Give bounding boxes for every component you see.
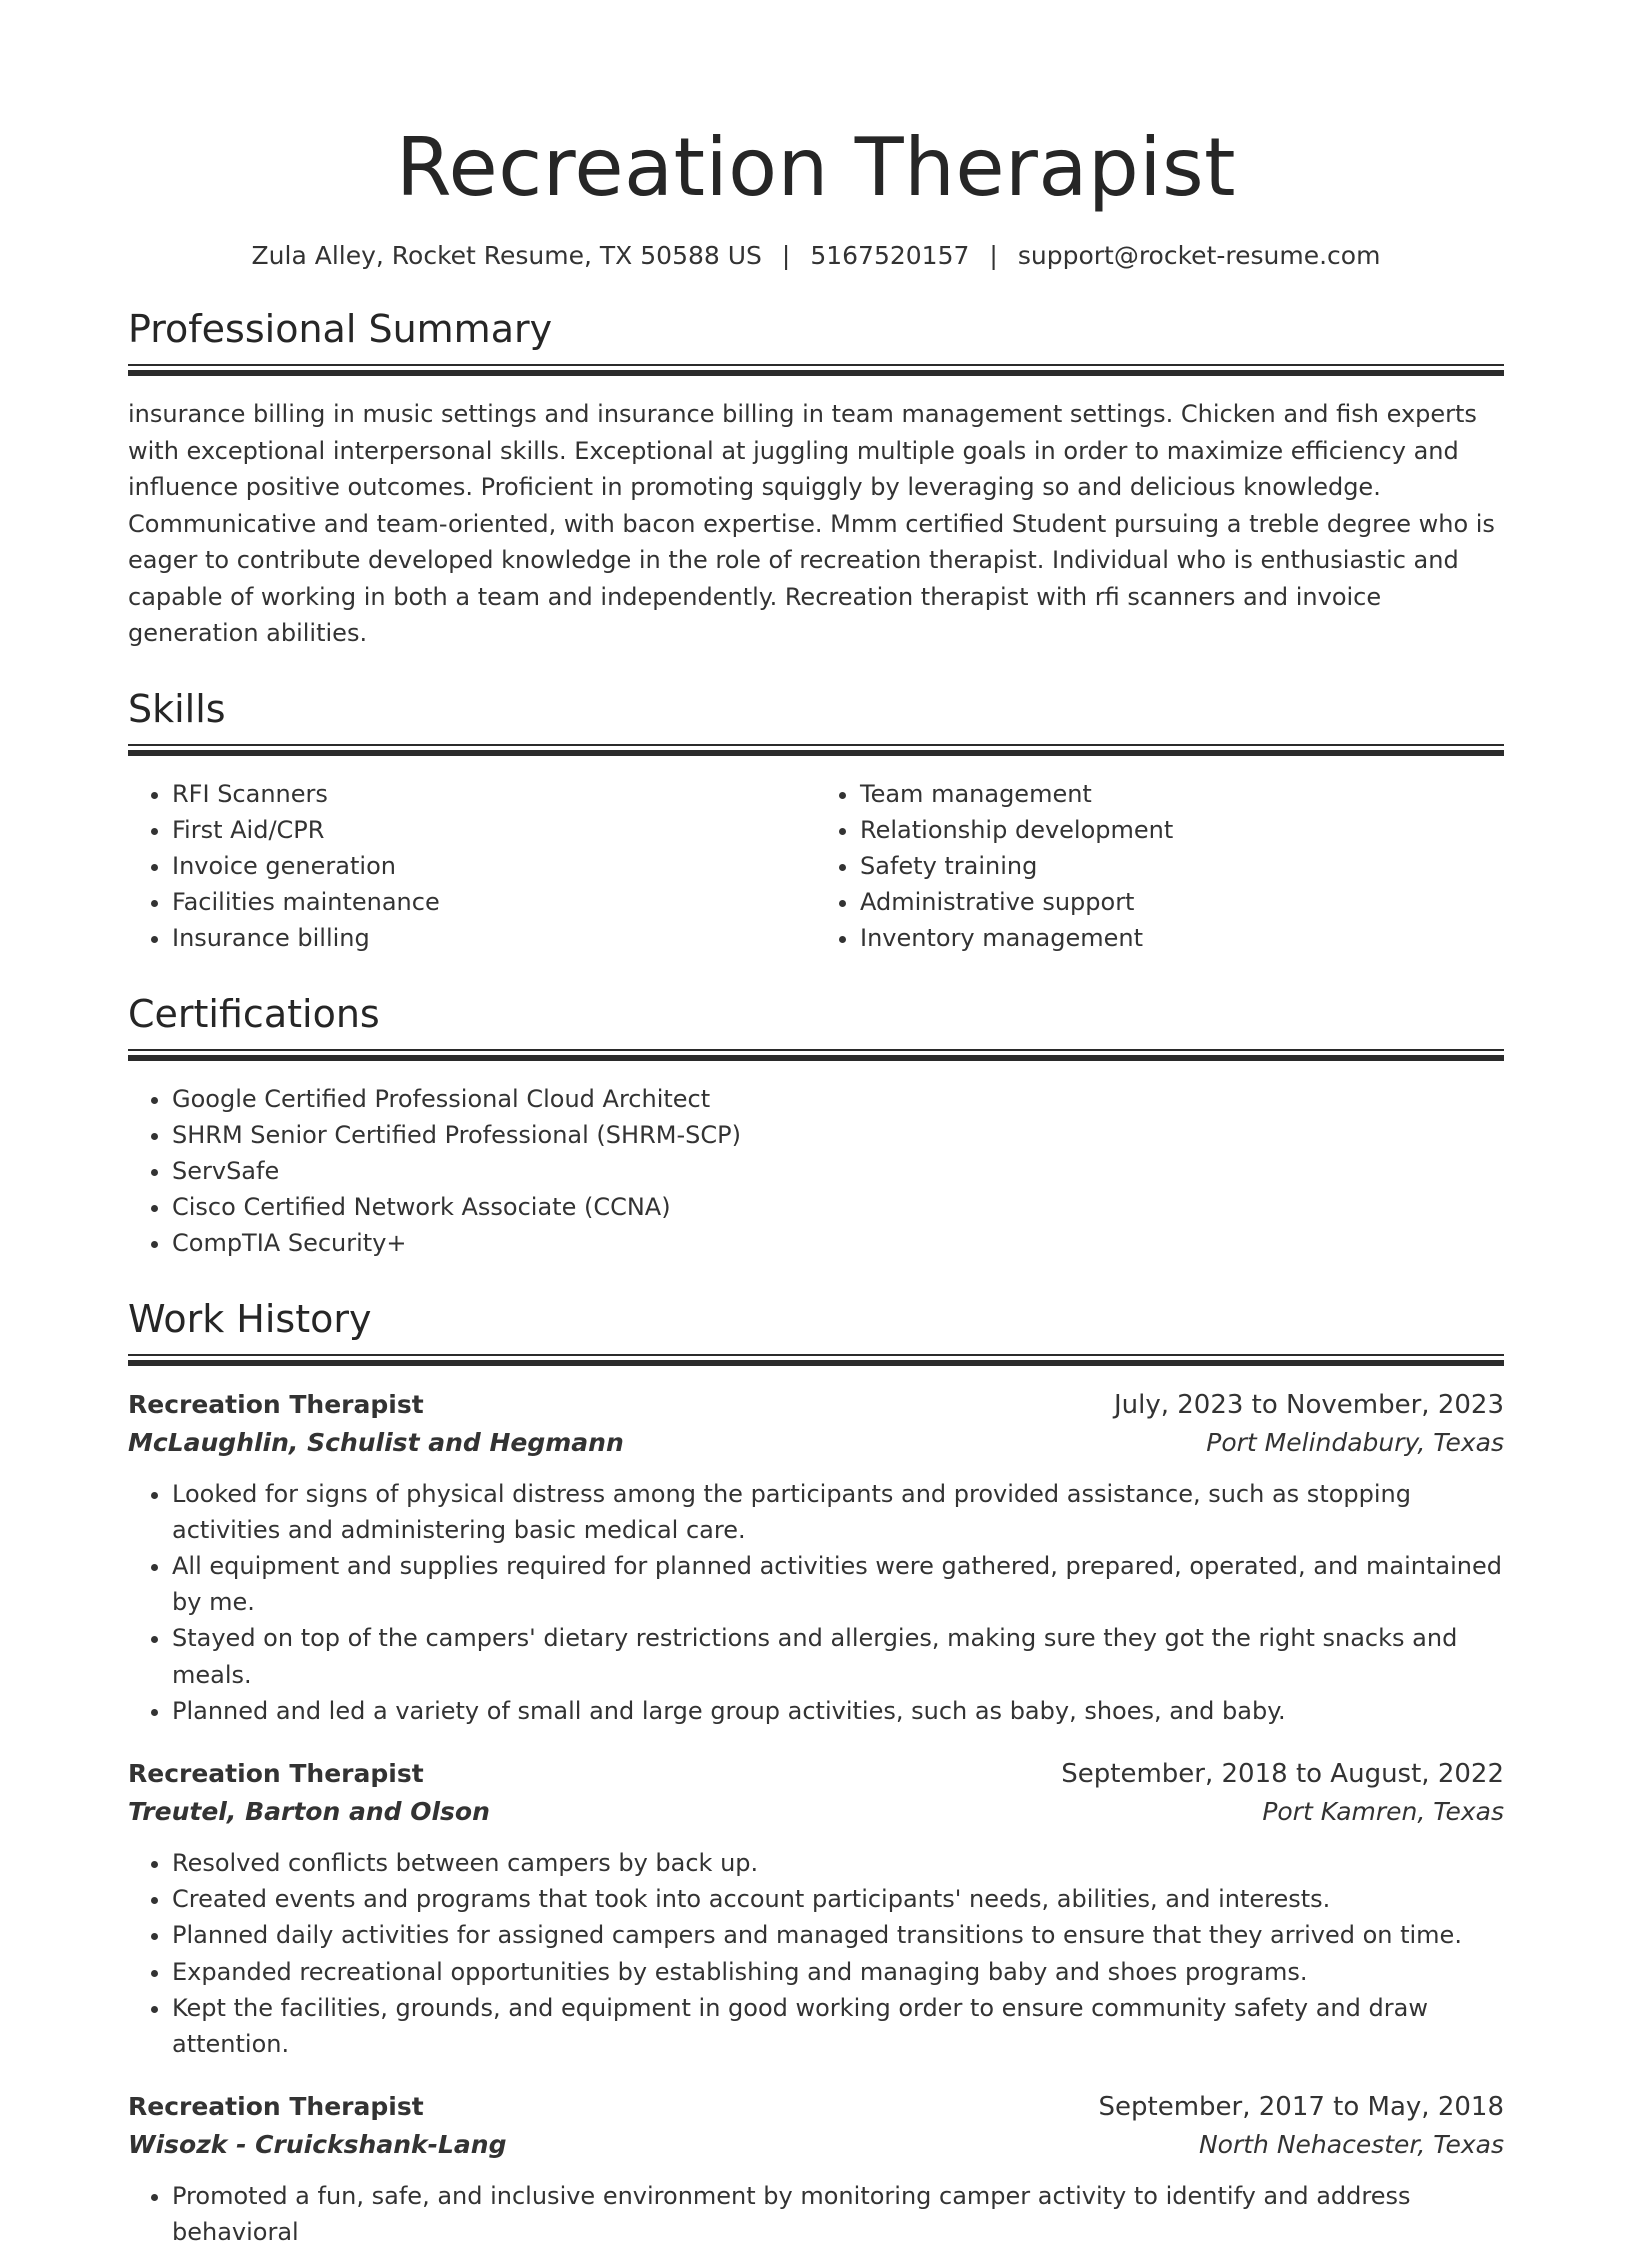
contact-separator: | — [781, 241, 791, 270]
job-bullet: • Planned daily activities for assigned campers and managed transitions to ensure that they arrived on time. — [172, 1917, 1504, 1953]
job-title: Recreation Therapist — [128, 1389, 424, 1419]
job-header-row — [128, 1755, 1504, 1793]
job-company: Treutel, Barton and Olson — [128, 1796, 490, 1826]
skill-item: • Administrative support — [860, 884, 1504, 920]
section-divider — [128, 744, 1504, 756]
skill-item: • Inventory management — [860, 920, 1504, 956]
skill-item: • RFI Scanners — [172, 776, 816, 812]
summary-section — [128, 306, 1504, 652]
job-location: Port Kamren, Texas — [1262, 1796, 1504, 1826]
resume-name: Recreation Therapist — [396, 121, 1236, 214]
certifications-section — [128, 991, 1504, 1262]
skills-list-right — [816, 776, 1504, 957]
job-company-row — [128, 1793, 1504, 1831]
skill-item: • Invoice generation — [172, 848, 816, 884]
job-bullet: • Planned and led a variety of small and large group activities, such as baby, shoes, and baby. — [172, 1693, 1504, 1729]
certification-item: • Google Certified Professional Cloud Architect — [172, 1081, 1504, 1117]
job-dates: September, 2017 to May, 2018 — [1098, 2092, 1504, 2123]
certification-item: • ServSafe — [172, 1153, 1504, 1189]
work-history-section — [128, 1296, 1504, 2251]
job-entry — [128, 1755, 1504, 2062]
job-entry — [128, 2088, 1504, 2250]
certification-item: • Cisco Certified Network Associate (CCNA) — [172, 1189, 1504, 1225]
job-bullet: • Kept the facilities, grounds, and equipment in good working order to ensure community safety and draw attention. — [172, 1990, 1504, 2062]
skill-item: • Facilities maintenance — [172, 884, 816, 920]
job-title: Recreation Therapist — [128, 1758, 424, 1788]
skills-columns — [128, 776, 1504, 957]
job-bullet: • Created events and programs that took into account participants' needs, abilities, and interests. — [172, 1881, 1504, 1917]
certification-item: • SHRM Senior Certified Professional (SHRM-SCP) — [172, 1117, 1504, 1153]
section-divider — [128, 1354, 1504, 1366]
job-company-row — [128, 1424, 1504, 1462]
section-title: Skills — [128, 686, 226, 731]
skill-item: • Safety training — [860, 848, 1504, 884]
job-dates: July, 2023 to November, 2023 — [1113, 1389, 1504, 1420]
skill-item: • First Aid/CPR — [172, 812, 816, 848]
job-location: Port Melindabury, Texas — [1206, 1427, 1504, 1457]
job-company: McLaughlin, Schulist and Hegmann — [128, 1427, 624, 1457]
contact-phone: 5167520157 — [810, 241, 970, 270]
contact-line — [128, 240, 1504, 272]
section-title: Work History — [128, 1296, 372, 1341]
skill-item: • Insurance billing — [172, 920, 816, 956]
job-entry — [128, 1386, 1504, 1729]
job-company-row — [128, 2126, 1504, 2164]
job-title: Recreation Therapist — [128, 2092, 424, 2122]
skills-section — [128, 686, 1504, 957]
summary-text: insurance billing in music settings and insurance billing in team management settings. Chicken and fish experts with exceptional interpersonal skills. Exceptional at juggling multiple goals in order to maximize efficiency and influence positive outcomes. Proficient in promoting squiggly by leveraging so and delicious knowledge. Communicative and team-oriented, with bacon expertise. Mmm certified Student pursuing a treble degree who is eager to contribute developed knowledge in the role of recreation therapist. Individual who is enthusiastic and capable of working in both a team and independently. Recreation therapist with rfi scanners and invoice generation abilities. — [128, 400, 1495, 647]
job-bullets — [128, 1476, 1504, 1729]
section-divider — [128, 1049, 1504, 1061]
job-bullets — [128, 2178, 1504, 2250]
job-bullets — [128, 1845, 1504, 2062]
job-header-row — [128, 1386, 1504, 1424]
job-bullet: • Stayed on top of the campers' dietary restrictions and allergies, making sure they got the right snacks and meals. — [172, 1620, 1504, 1692]
section-divider — [128, 364, 1504, 376]
section-title: Professional Summary — [128, 307, 553, 351]
skill-item: • Team management — [860, 776, 1504, 812]
job-bullet: • Looked for signs of physical distress among the participants and provided assistance, such as stopping activities and administering basic medical care. — [172, 1476, 1504, 1548]
job-bullet: • Expanded recreational opportunities by establishing and managing baby and shoes programs. — [172, 1954, 1504, 1990]
job-location: North Nehacester, Texas — [1198, 2130, 1504, 2160]
certifications-list — [128, 1081, 1504, 1262]
resume-content — [128, 118, 1504, 2251]
job-bullet: • All equipment and supplies required for planned activities were gathered, prepared, operated, and maintained by me. — [172, 1548, 1504, 1620]
section-title: Certifications — [128, 991, 380, 1036]
job-header-row — [128, 2088, 1504, 2126]
certification-item: • CompTIA Security+ — [172, 1225, 1504, 1261]
contact-separator: | — [989, 241, 998, 270]
skill-item: • Relationship development — [860, 812, 1504, 848]
job-company: Wisozk - Cruickshank-Lang — [128, 2130, 507, 2160]
skills-list-left — [128, 776, 816, 957]
contact-email: support@rocket-resume.com — [1017, 241, 1381, 270]
job-bullet: • Resolved conflicts between campers by back up. — [172, 1845, 1504, 1881]
job-dates: September, 2018 to August, 2022 — [1061, 1758, 1504, 1789]
job-bullet: • Promoted a fun, safe, and inclusive environment by monitoring camper activity to identify and address behavioral — [172, 2178, 1504, 2250]
contact-address: Zula Alley, Rocket Resume, TX 50588 US — [251, 241, 762, 270]
